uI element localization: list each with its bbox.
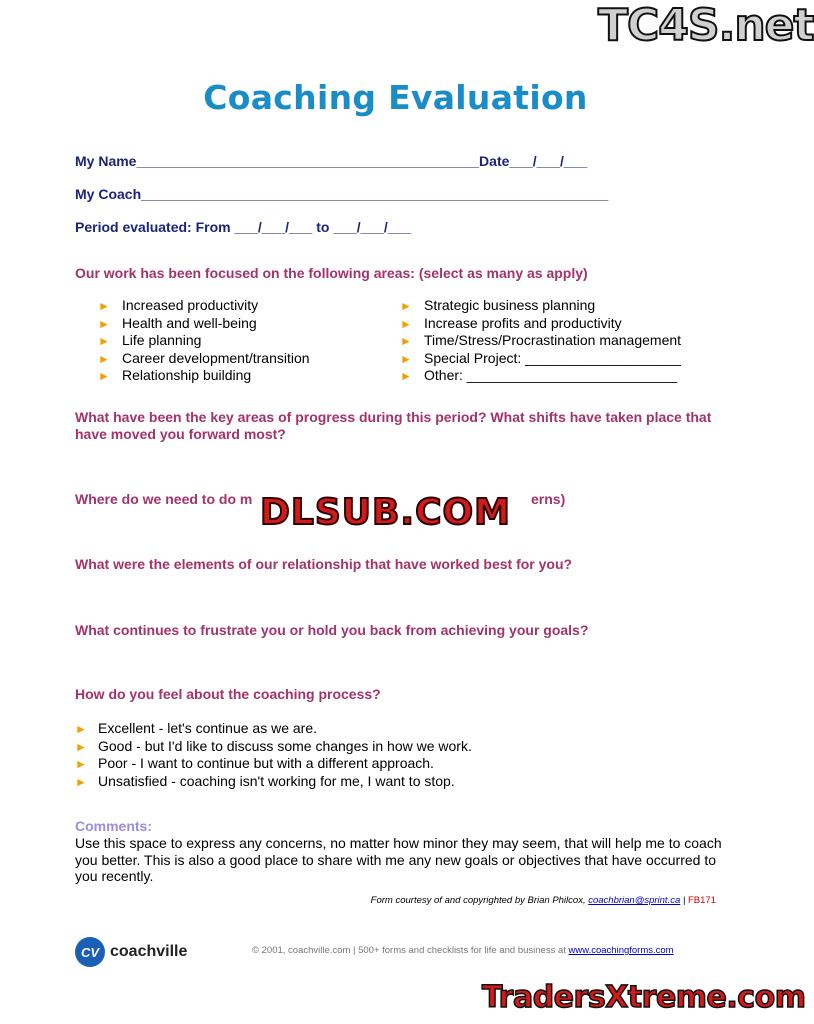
form-code: FB171 [688,895,716,906]
arrow-right-icon: ► [75,722,87,736]
process-question: How do you feel about the coaching process? [75,686,381,702]
list-item[interactable]: ► Increased productivity [98,297,259,313]
arrow-right-icon: ► [75,757,87,771]
dlsub-watermark: DLSUB.COM [256,492,515,533]
comments-body: Use this space to express any concerns, no matter how minor they may seem, that will help me to coach you better. This is also a good place to share with me any new goals or objectives that have occurred to you recently. [75,835,722,884]
list-item[interactable]: ► Strategic business planning [400,297,596,313]
arrow-right-icon: ► [400,316,412,331]
list-item[interactable]: ► Unsatisfied - coaching isn't working for me, I want to stop. [75,772,455,789]
footer-copyright: © 2001, coachville.com | 500+ forms and checklists for life and business at www.coachingforms.com [252,945,674,956]
tc4s-watermark: TC4S.net [598,0,814,51]
period-field[interactable]: Period evaluated: From ___/___/___ to ___/___/___ [75,219,412,235]
arrow-right-icon: ► [400,351,412,366]
process-options-list [75,720,472,790]
list-item[interactable]: ► Poor - I want to continue but with a different approach. [75,755,434,771]
list-item[interactable]: ► Relationship building [98,367,252,383]
coachville-logo-icon: CV [75,937,105,967]
my-coach-field[interactable]: My Coach____________________________________________________________ [75,186,609,202]
coachville-logo [75,937,187,967]
arrow-right-icon: ► [98,334,110,348]
arrow-right-icon: ► [400,299,412,313]
list-item[interactable]: ► Other: ___________________________ [400,367,678,383]
focus-question: Our work has been focused on the following areas: (select as many as apply) [75,265,588,281]
arrow-right-icon: ► [98,299,110,313]
author-email-link[interactable]: coachbrian@sprint.ca [588,895,681,906]
relationship-question: What were the elements of our relationship that have worked best for you? [75,556,573,572]
arrow-right-icon: ► [98,316,110,331]
list-item[interactable]: ► Increase profits and productivity [400,314,622,331]
arrow-right-icon: ► [98,369,110,383]
tradersxtreme-watermark: TradersXtreme.com [482,980,806,1015]
arrow-right-icon: ► [98,351,110,366]
focus-left-list [98,297,310,385]
arrow-right-icon: ► [75,739,87,754]
frustration-question: What continues to frustrate you or hold you back from achieving your goals? [75,622,589,638]
coachville-logo-text: coachville [110,943,188,960]
arrow-right-icon: ► [400,334,412,348]
progress-question: What have been the key areas of progress during this period? What shifts have taken place that have moved you forward most? [75,409,712,442]
focus-right-list [400,297,681,385]
list-item[interactable]: ► Special Project: ____________________ [400,349,681,366]
my-name-field[interactable]: My Name____________________________________________Date___/___/___ [75,153,588,169]
list-item[interactable]: ► Career development/transition [98,349,310,366]
improvement-question-end: erns) [531,491,566,507]
list-item[interactable]: ► Excellent - let's continue as we are. [75,720,318,736]
credit-line: Form courtesy of and copyrighted by Brian Philcox, coachbrian@sprint.ca | FB171 [370,895,716,906]
coachingforms-link[interactable]: www.coachingforms.com [568,945,674,956]
list-item[interactable]: ► Life planning [98,332,202,348]
arrow-right-icon: ► [400,369,412,383]
list-item[interactable]: ► Good - but I'd like to discuss some changes in how we work. [75,737,472,754]
comments-label: Comments: [75,818,153,834]
improvement-question-start: Where do we need to do m [75,491,253,507]
list-item[interactable]: ► Health and well-being [98,314,257,331]
list-item[interactable]: ► Time/Stress/Procrastination management [400,332,682,348]
arrow-right-icon: ► [75,774,87,789]
page-title: Coaching Evaluation [203,78,588,117]
